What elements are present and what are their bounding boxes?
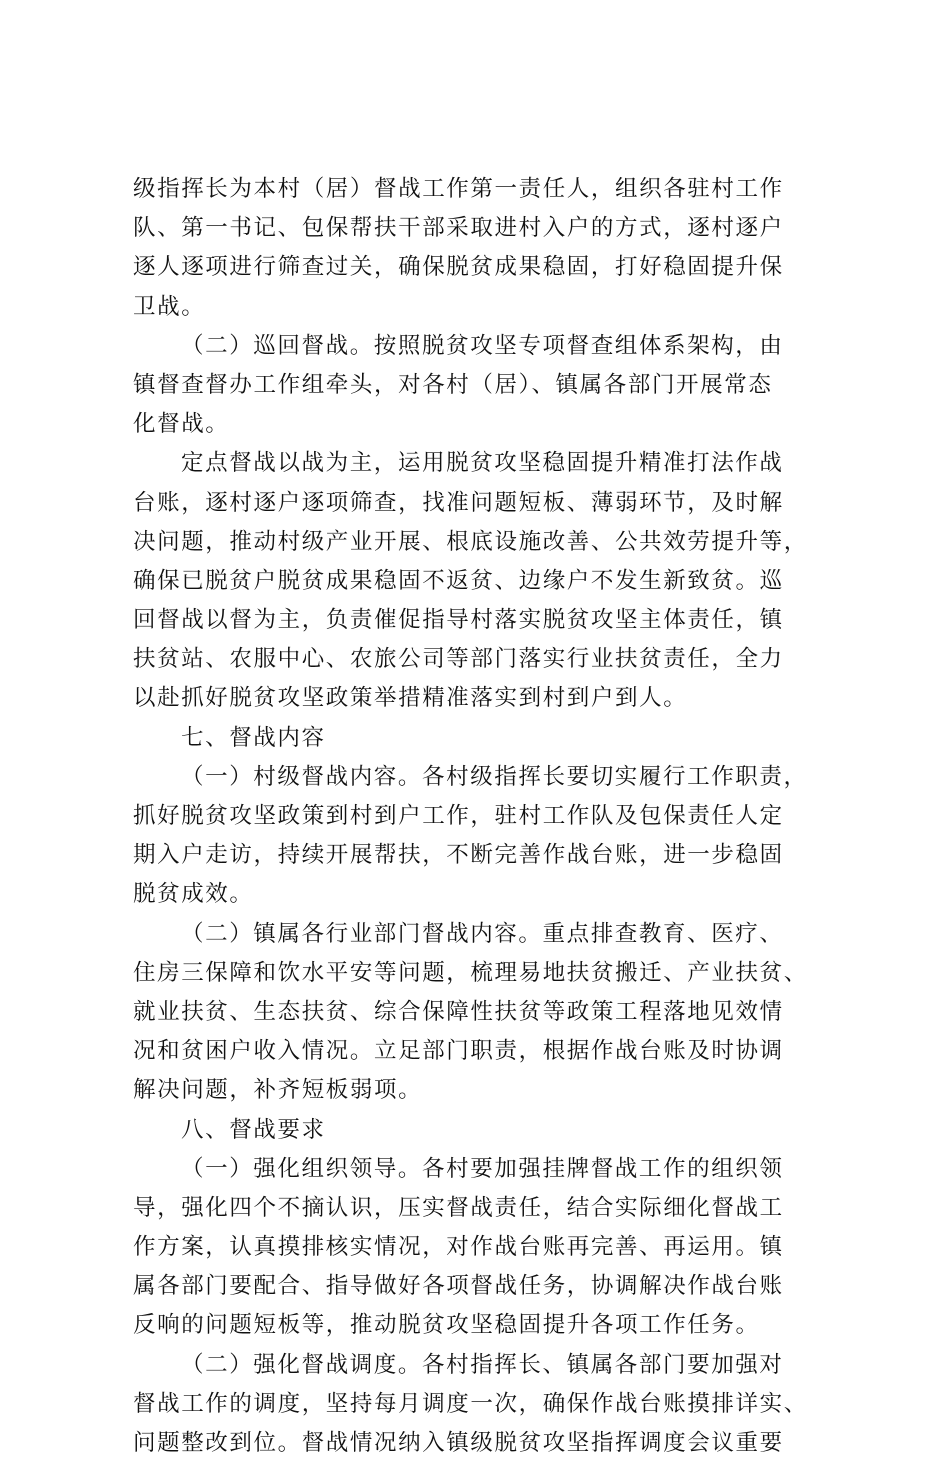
- text-line: 回督战以督为主，负责催促指导村落实脱贫攻坚主体责任，镇: [133, 607, 784, 634]
- text-line: 抓好脱贫攻坚政策到村到户工作，驻村工作队及包保责任人定: [133, 803, 784, 829]
- text-line: 七、督战内容: [181, 724, 326, 751]
- text-line: 脱贫成效。: [133, 881, 254, 908]
- text-line: 确保已脱贫户脱贫成果稳固不返贫、边缘户不发生新致贫。巡: [133, 567, 784, 594]
- text-line: 住房三保障和饮水平安等问题，梳理易地扶贫搬迁、产业扶贫、: [133, 959, 808, 986]
- text-line: （一）村级督战内容。各村级指挥长要切实履行工作职责，: [181, 763, 808, 790]
- text-line: 化督战。: [133, 411, 230, 438]
- text-line: 况和贫困户收入情况。立足部门职责，根据作战台账及时协调: [133, 1038, 784, 1065]
- text-line: 定点督战以战为主，运用脱贫攻坚稳固提升精准打法作战: [181, 450, 784, 477]
- text-line: 队、第一书记、包保帮扶干部采取进村入户的方式，逐村逐户: [133, 215, 784, 242]
- text-line: （二）镇属各行业部门督战内容。重点排查教育、医疗、: [181, 920, 784, 947]
- text-line: 八、督战要求: [181, 1116, 326, 1143]
- text-line: 作方案，认真摸排核实情况，对作战台账再完善、再运用。镇: [133, 1234, 784, 1261]
- text-line: 属各部门要配合、指导做好各项督战任务，协调解决作战台账: [133, 1273, 784, 1300]
- text-line: 解决问题，补齐短板弱项。: [133, 1077, 423, 1104]
- text-line: 以赴抓好脱贫攻坚政策举措精准落实到村到户到人。: [133, 685, 688, 712]
- text-line: 督战工作的调度，坚持每月调度一次，确保作战台账摸排详实、: [133, 1390, 808, 1417]
- text-line: 卫战。: [133, 293, 206, 320]
- text-line: 逐人逐项进行筛查过关，确保脱贫成果稳固，打好稳固提升保: [133, 254, 784, 281]
- text-line: 就业扶贫、生态扶贫、综合保障性扶贫等政策工程落地见效情: [133, 998, 784, 1025]
- text-line: 决问题，推动村级产业开展、根底设施改善、公共效劳提升等，: [133, 528, 808, 555]
- text-line: 反响的问题短板等，推动脱贫攻坚稳固提升各项工作任务。: [133, 1312, 760, 1339]
- text-line: 问题整改到位。督战情况纳入镇级脱贫攻坚指挥调度会议重要: [133, 1430, 784, 1456]
- text-line: （二）巡回督战。按照脱贫攻坚专项督查组体系架构，由: [181, 332, 784, 359]
- text-line: 级指挥长为本村（居）督战工作第一责任人，组织各驻村工作: [133, 176, 784, 202]
- text-line: 镇督查督办工作组牵头，对各村（居）、镇属各部门开展常态: [133, 371, 773, 398]
- text-line: 导，强化四个不摘认识，压实督战责任，结合实际细化督战工: [133, 1194, 784, 1221]
- document-body: [133, 170, 823, 1463]
- text-line: （二）强化督战调度。各村指挥长、镇属各部门要加强对: [181, 1351, 784, 1378]
- text-line: （一）强化组织领导。各村要加强挂牌督战工作的组织领: [181, 1155, 784, 1182]
- text-line: 期入户走访，持续开展帮扶，不断完善作战台账，进一步稳固: [133, 842, 784, 869]
- text-line: 扶贫站、农服中心、农旅公司等部门落实行业扶贫责任，全力: [133, 646, 784, 673]
- text-line: 台账，逐村逐户逐项筛查，找准问题短板、薄弱环节，及时解: [133, 489, 784, 516]
